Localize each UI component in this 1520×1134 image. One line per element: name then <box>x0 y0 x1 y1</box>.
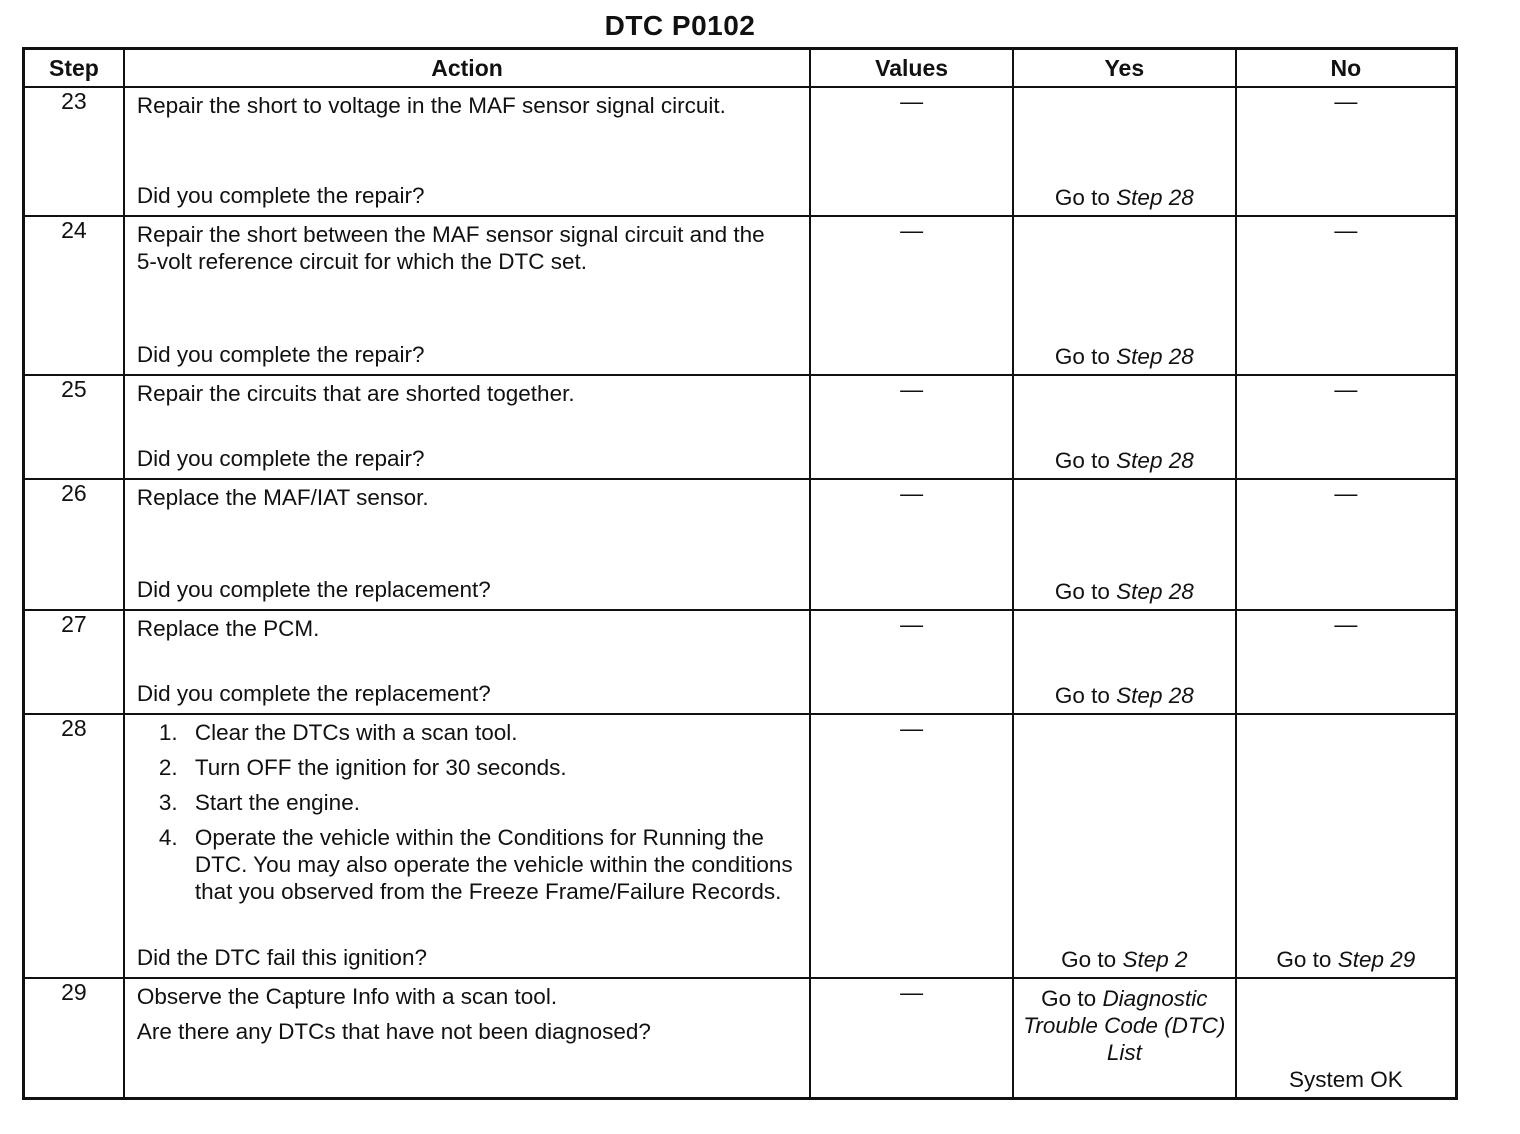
action-text: Replace the MAF/IAT sensor. <box>136 485 429 510</box>
step-link[interactable]: Step 29 <box>1337 947 1416 972</box>
action-cell <box>124 714 810 978</box>
list-item: 1. Clear the DTCs with a scan tool. <box>158 720 518 745</box>
action-text: Repair the short between the MAF sensor signal circuit and the 5-volt reference circuit for which the DTC set. <box>136 222 765 274</box>
header-no: No <box>1236 49 1457 88</box>
yes-prefix: Go to <box>1054 579 1117 604</box>
action-text: Observe the Capture Info with a scan tool. <box>136 984 558 1009</box>
step-link[interactable]: Step 28 <box>1116 344 1194 369</box>
yes-cell <box>1013 978 1236 1099</box>
action-cell <box>124 610 810 714</box>
step-number: 23 <box>24 87 124 216</box>
diagnostic-table <box>22 47 1458 1100</box>
yes-cell <box>1013 479 1236 610</box>
action-cell <box>124 216 810 375</box>
values-cell: — <box>810 479 1013 610</box>
values-cell: — <box>810 375 1013 479</box>
table-row <box>24 375 1457 479</box>
table-row <box>24 714 1457 978</box>
action-cell <box>124 87 810 216</box>
action-question: Did you complete the repair? <box>136 183 425 208</box>
yes-prefix: Go to <box>1054 344 1117 369</box>
list-item: 3. Start the engine. <box>158 790 360 815</box>
action-cell <box>124 375 810 479</box>
values-cell: — <box>810 216 1013 375</box>
no-cell: — <box>1236 610 1457 714</box>
values-cell: — <box>810 714 1013 978</box>
table-row <box>24 216 1457 375</box>
action-text: Replace the PCM. <box>136 616 320 641</box>
system-ok-text: System OK <box>1288 1067 1403 1092</box>
action-cell <box>124 978 810 1099</box>
step-link[interactable]: Step 2 <box>1122 947 1188 972</box>
yes-cell <box>1013 714 1236 978</box>
action-text: Repair the short to voltage in the MAF sensor signal circuit. <box>136 93 726 118</box>
action-question: Are there any DTCs that have not been diagnosed? <box>136 1019 651 1044</box>
action-question: Did you complete the repair? <box>136 342 425 367</box>
no-cell <box>1236 978 1457 1099</box>
no-cell: — <box>1236 87 1457 216</box>
header-values: Values <box>810 49 1013 88</box>
page-title: DTC P0102 <box>604 10 756 41</box>
values-cell: — <box>810 978 1013 1099</box>
header-action: Action <box>124 49 810 88</box>
step-link[interactable]: Step 28 <box>1116 448 1194 473</box>
list-item: 4. Operate the vehicle within the Conditions for Running the DTC. You may also operate the vehicle within the conditions that you observed from the Freeze Frame/Failure Records. <box>158 825 793 904</box>
step-number: 24 <box>24 216 124 375</box>
yes-cell <box>1013 610 1236 714</box>
header-step: Step <box>24 49 124 88</box>
table-row <box>24 87 1457 216</box>
step-number: 26 <box>24 479 124 610</box>
yes-prefix: Go to <box>1054 448 1117 473</box>
no-cell: — <box>1236 216 1457 375</box>
action-text: Repair the circuits that are shorted together. <box>136 381 575 406</box>
table-row <box>24 978 1457 1099</box>
yes-prefix: Go to <box>1041 986 1103 1011</box>
no-cell: — <box>1236 375 1457 479</box>
yes-prefix: Go to <box>1054 185 1117 210</box>
procedure-list <box>137 719 797 905</box>
yes-prefix: Go to <box>1054 683 1117 708</box>
yes-cell <box>1013 216 1236 375</box>
values-cell: — <box>810 610 1013 714</box>
step-link[interactable]: Step 28 <box>1116 579 1194 604</box>
action-cell <box>124 479 810 610</box>
action-question: Did the DTC fail this ignition? <box>136 945 427 970</box>
yes-prefix: Go to <box>1061 947 1123 972</box>
step-link[interactable]: Step 28 <box>1116 185 1194 210</box>
list-item: 2. Turn OFF the ignition for 30 seconds. <box>158 755 567 780</box>
action-question: Did you complete the repair? <box>136 446 425 471</box>
values-cell: — <box>810 87 1013 216</box>
yes-cell <box>1013 375 1236 479</box>
table-row <box>24 479 1457 610</box>
step-number: 27 <box>24 610 124 714</box>
yes-cell <box>1013 87 1236 216</box>
action-question: Did you complete the replacement? <box>136 577 491 602</box>
table-header-row <box>24 49 1457 88</box>
step-number: 28 <box>24 714 124 978</box>
step-link[interactable]: Step 28 <box>1116 683 1194 708</box>
table-row <box>24 610 1457 714</box>
step-number: 29 <box>24 978 124 1099</box>
no-cell: — <box>1236 479 1457 610</box>
no-prefix: Go to <box>1276 947 1338 972</box>
header-yes: Yes <box>1013 49 1236 88</box>
dtc-list-link[interactable]: Diagnostic Trouble Code (DTC) List <box>1023 986 1226 1065</box>
step-number: 25 <box>24 375 124 479</box>
action-question: Did you complete the replacement? <box>136 681 491 706</box>
no-cell <box>1236 714 1457 978</box>
